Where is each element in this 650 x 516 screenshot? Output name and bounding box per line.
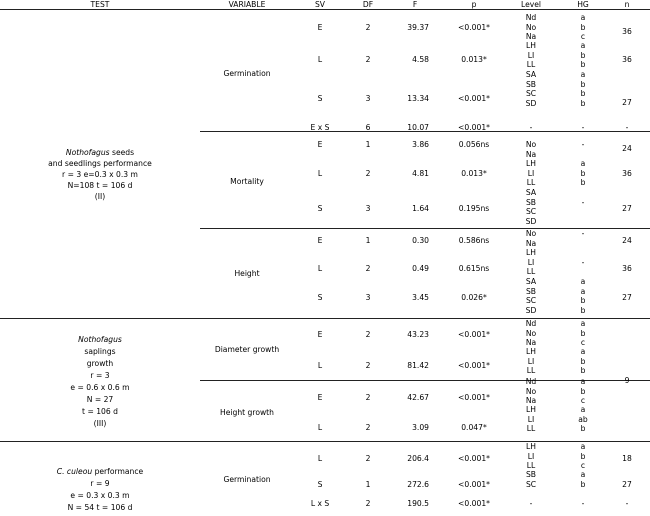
- variable-label: Height: [234, 269, 260, 278]
- hg-cell: c: [580, 32, 586, 41]
- test-line: t = 106 d: [82, 407, 118, 416]
- hg-cell: b: [580, 328, 586, 338]
- f-cell: 43.23: [407, 330, 429, 339]
- test-line: r = 3: [90, 371, 110, 380]
- species-name: Nothofagus: [78, 335, 122, 344]
- level-cell: No: [525, 140, 537, 149]
- hg-cell: b: [580, 451, 586, 461]
- col-header-variable: VARIABLE: [228, 0, 266, 9]
- hg-cell: b: [580, 366, 586, 375]
- df-cell: 2: [365, 264, 371, 273]
- df-cell: 1: [365, 140, 371, 149]
- level-cell: LL: [526, 267, 536, 276]
- sv-cell: L: [317, 55, 323, 64]
- n-cell: 27: [622, 204, 632, 213]
- n-cell: 27: [622, 98, 632, 107]
- sv-cell: E x S: [310, 123, 330, 132]
- hg-cell: a: [580, 405, 586, 414]
- test-line: r = 9: [90, 479, 110, 488]
- test-line: (II): [94, 192, 106, 201]
- hg-cell: a: [580, 286, 586, 296]
- sv-cell: L: [317, 423, 323, 432]
- n-cell: 24: [622, 144, 632, 153]
- f-cell: 190.5: [407, 499, 429, 508]
- col-header-level: Level: [520, 0, 542, 9]
- hg-cell: c: [580, 396, 586, 405]
- section-rule: [0, 441, 650, 442]
- level-cell: SC: [525, 207, 537, 216]
- sv-cell: L: [317, 169, 323, 178]
- n-cell: 36: [622, 27, 632, 36]
- n-cell: 36: [622, 264, 632, 273]
- level-cell: LH: [526, 248, 536, 257]
- level-cell: LI: [527, 451, 535, 461]
- level-cell: SB: [525, 470, 537, 479]
- level-cell: LI: [527, 414, 535, 424]
- level-cell: Na: [525, 149, 537, 159]
- f-cell: 81.42: [407, 361, 429, 370]
- df-cell: 2: [365, 23, 371, 32]
- col-header-hg: HG: [577, 0, 589, 9]
- level-cell: SB: [525, 286, 537, 296]
- variable-label: Germination: [223, 69, 271, 78]
- variable-label: Height growth: [220, 408, 274, 417]
- test-title: C. culeou performance: [56, 467, 144, 476]
- p-cell: 0.195ns: [458, 204, 490, 213]
- hg-cell: a: [580, 70, 586, 79]
- sv-cell: L: [317, 264, 323, 273]
- df-cell: 3: [365, 293, 371, 302]
- test-line: N = 54 t = 106 d: [67, 503, 133, 512]
- sv-cell: E: [317, 140, 323, 149]
- hg-cell: -: [581, 123, 585, 132]
- test-title: Nothofagus seeds: [65, 148, 135, 157]
- p-cell: <0.001*: [458, 94, 490, 103]
- level-cell: LH: [526, 41, 536, 50]
- f-cell: 39.37: [407, 23, 429, 32]
- n-cell: 27: [622, 480, 632, 489]
- level-cell: SC: [525, 89, 537, 98]
- section-rule: [0, 318, 650, 319]
- hg-cell: b: [580, 89, 586, 98]
- level-cell: No: [525, 229, 537, 238]
- level-cell: Na: [525, 338, 537, 347]
- n-cell: 9: [624, 376, 630, 385]
- sv-cell: S: [317, 94, 323, 103]
- level-cell: LH: [526, 442, 536, 451]
- df-cell: 3: [365, 94, 371, 103]
- level-cell: LL: [526, 366, 536, 375]
- hg-cell: a: [580, 277, 586, 286]
- col-header-test: TEST: [90, 0, 110, 9]
- col-header-p: p: [471, 0, 477, 9]
- hg-cell: b: [580, 386, 586, 396]
- level-cell: LH: [526, 405, 536, 414]
- hg-cell: -: [581, 197, 585, 207]
- level-cell: LI: [527, 50, 535, 60]
- f-cell: 13.34: [407, 94, 429, 103]
- p-cell: 0.615ns: [458, 264, 490, 273]
- col-header-n: n: [624, 0, 630, 9]
- hg-cell: a: [580, 13, 586, 22]
- hg-cell: c: [580, 461, 586, 470]
- level-cell: SC: [525, 296, 537, 305]
- p-cell: <0.001*: [458, 330, 490, 339]
- level-cell: LI: [527, 168, 535, 178]
- col-header-df: DF: [362, 0, 374, 9]
- p-cell: <0.001*: [458, 23, 490, 32]
- hg-cell: b: [580, 424, 586, 433]
- level-cell: LI: [527, 257, 535, 267]
- n-cell: 36: [622, 55, 632, 64]
- df-cell: 2: [365, 499, 371, 508]
- n-cell: -: [625, 499, 629, 508]
- df-cell: 3: [365, 204, 371, 213]
- n-cell: -: [625, 123, 629, 132]
- level-cell: Na: [525, 32, 537, 41]
- hg-cell: a: [580, 377, 586, 386]
- hg-cell: b: [580, 98, 586, 108]
- sv-cell: L x S: [310, 499, 330, 508]
- test-line: e = 0.3 x 0.3 m: [70, 491, 130, 500]
- f-cell: 3.45: [412, 293, 429, 302]
- f-cell: 42.67: [407, 393, 429, 402]
- header-rule: [0, 9, 650, 10]
- level-cell: SC: [525, 479, 537, 489]
- p-cell: <0.001*: [458, 393, 490, 402]
- hg-cell: b: [580, 356, 586, 366]
- p-cell: 0.056ns: [458, 140, 490, 149]
- level-cell: Nd: [525, 377, 537, 386]
- sv-cell: L: [317, 361, 323, 370]
- level-cell: SA: [525, 70, 537, 79]
- df-cell: 2: [365, 330, 371, 339]
- df-cell: 1: [365, 480, 371, 489]
- p-cell: 0.013*: [461, 169, 487, 178]
- level-cell: No: [525, 328, 537, 338]
- hg-cell: b: [580, 50, 586, 60]
- level-cell: SA: [525, 277, 537, 286]
- f-cell: 3.86: [412, 140, 429, 149]
- hg-cell: -: [581, 229, 585, 238]
- f-cell: 1.64: [412, 204, 429, 213]
- hg-cell: c: [580, 338, 586, 347]
- test-line: N = 27: [86, 395, 114, 404]
- sv-cell: E: [317, 236, 323, 245]
- hg-cell: b: [580, 479, 586, 489]
- n-cell: 24: [622, 236, 632, 245]
- df-cell: 2: [365, 454, 371, 463]
- f-cell: 4.58: [412, 55, 429, 64]
- col-header-sv: SV: [314, 0, 326, 9]
- species-name: C. culeou: [56, 467, 93, 476]
- sv-cell: S: [317, 480, 323, 489]
- level-cell: LL: [526, 60, 536, 69]
- species-name: Nothofagus: [65, 148, 110, 157]
- sv-cell: S: [317, 204, 323, 213]
- variable-label: Mortality: [230, 177, 264, 186]
- col-header-f: F: [412, 0, 418, 9]
- f-cell: 3.09: [412, 423, 429, 432]
- level-cell: SD: [525, 216, 537, 226]
- f-cell: 0.30: [412, 236, 429, 245]
- test-line: and seedlings performance: [48, 159, 152, 168]
- p-cell: <0.001*: [458, 123, 490, 132]
- hg-cell: b: [580, 79, 586, 89]
- test-line: (III): [93, 419, 107, 428]
- df-cell: 2: [365, 361, 371, 370]
- level-cell: SB: [525, 197, 537, 207]
- hg-cell: a: [580, 347, 586, 356]
- test-line: growth: [86, 359, 114, 368]
- level-cell: SA: [525, 188, 537, 197]
- p-cell: 0.586ns: [458, 236, 490, 245]
- hg-cell: -: [581, 257, 585, 267]
- level-cell: LI: [527, 356, 535, 366]
- level-cell: LL: [526, 461, 536, 470]
- hg-cell: b: [580, 296, 586, 305]
- level-cell: Na: [525, 396, 537, 405]
- sv-cell: S: [317, 293, 323, 302]
- level-cell: Nd: [525, 13, 537, 22]
- n-cell: 36: [622, 169, 632, 178]
- p-cell: 0.047*: [461, 423, 487, 432]
- test-line: saplings: [84, 347, 116, 356]
- level-cell: Na: [525, 238, 537, 248]
- p-cell: <0.001*: [458, 499, 490, 508]
- sv-cell: E: [317, 330, 323, 339]
- f-cell: 4.81: [412, 169, 429, 178]
- hg-cell: b: [580, 305, 586, 315]
- hg-cell: a: [580, 159, 586, 168]
- level-cell: -: [529, 123, 533, 132]
- hg-cell: b: [580, 168, 586, 178]
- test-line: r = 3 e=0.3 x 0.3 m: [62, 170, 138, 179]
- level-cell: -: [529, 499, 533, 508]
- sv-cell: E: [317, 23, 323, 32]
- df-cell: 2: [365, 169, 371, 178]
- p-cell: <0.001*: [458, 454, 490, 463]
- level-cell: LL: [526, 424, 536, 433]
- sv-cell: E: [317, 393, 323, 402]
- test-line: e = 0.6 x 0.6 m: [70, 383, 130, 392]
- df-cell: 1: [365, 236, 371, 245]
- hg-cell: b: [580, 22, 586, 32]
- level-cell: LH: [526, 159, 536, 168]
- hg-cell: a: [580, 319, 586, 328]
- hg-cell: ab: [578, 414, 588, 424]
- df-cell: 6: [365, 123, 371, 132]
- level-cell: Nd: [525, 319, 537, 328]
- df-cell: 2: [365, 393, 371, 402]
- hg-cell: b: [580, 60, 586, 69]
- df-cell: 2: [365, 423, 371, 432]
- f-cell: 206.4: [407, 454, 429, 463]
- p-cell: <0.001*: [458, 480, 490, 489]
- n-cell: 27: [622, 293, 632, 302]
- f-cell: 10.07: [407, 123, 429, 132]
- hg-cell: a: [580, 41, 586, 50]
- level-cell: SD: [525, 98, 537, 108]
- f-cell: 272.6: [407, 480, 429, 489]
- level-cell: LL: [526, 178, 536, 187]
- variable-label: Diameter growth: [214, 345, 280, 354]
- variable-label: Germination: [223, 475, 271, 484]
- level-cell: LH: [526, 347, 536, 356]
- level-cell: SB: [525, 79, 537, 89]
- p-cell: 0.026*: [461, 293, 487, 302]
- test-title: [78, 336, 122, 344]
- p-cell: 0.013*: [461, 55, 487, 64]
- p-cell: <0.001*: [458, 361, 490, 370]
- f-cell: 0.49: [412, 264, 429, 273]
- df-cell: 2: [365, 55, 371, 64]
- test-line: N=108 t = 106 d: [67, 181, 133, 190]
- hg-cell: a: [580, 442, 586, 451]
- hg-cell: -: [581, 140, 585, 149]
- level-cell: No: [525, 386, 537, 396]
- level-cell: No: [525, 22, 537, 32]
- n-cell: 18: [622, 454, 632, 463]
- hg-cell: b: [580, 178, 586, 187]
- level-cell: SD: [525, 305, 537, 315]
- sv-cell: L: [317, 454, 323, 463]
- hg-cell: a: [580, 470, 586, 479]
- hg-cell: -: [581, 499, 585, 508]
